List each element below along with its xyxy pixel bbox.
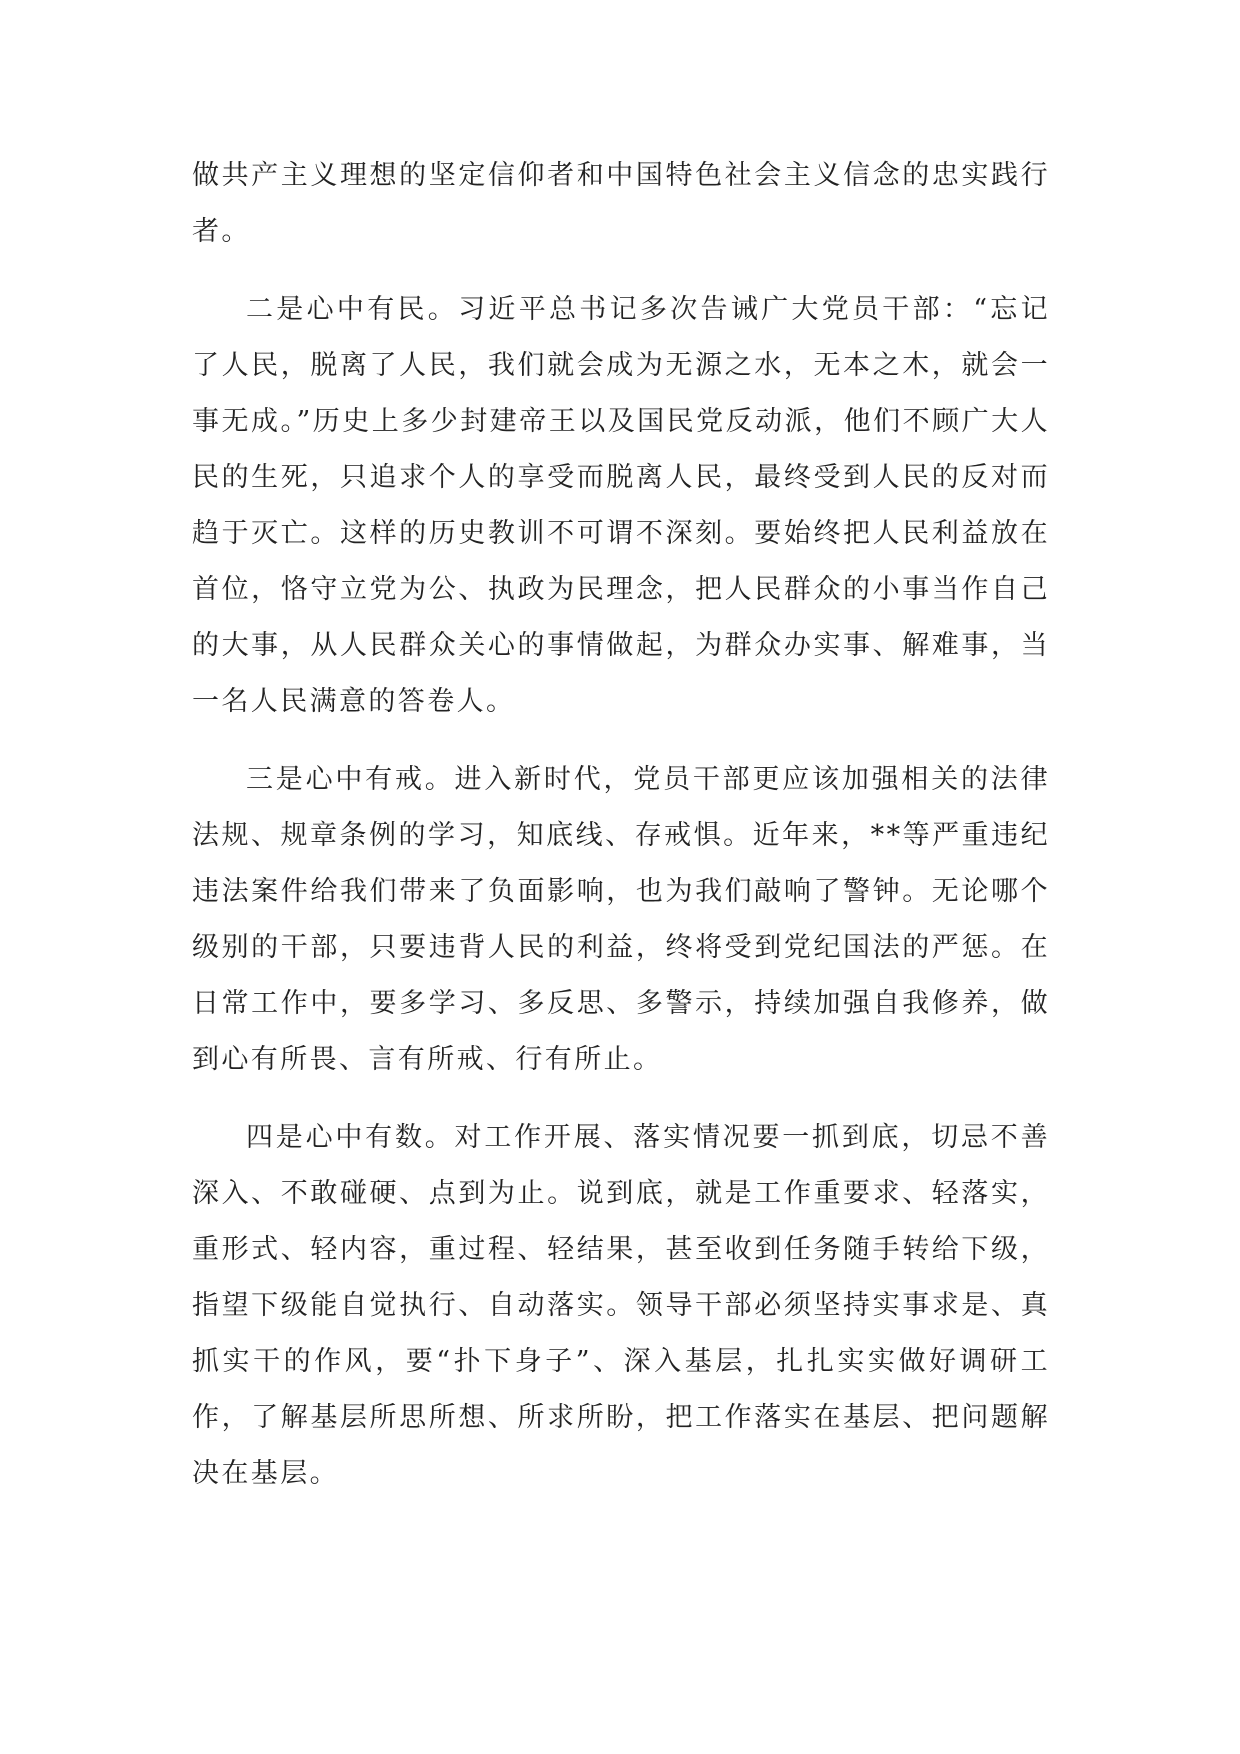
paragraph-heart-has-people: 二是心中有民。习近平总书记多次告诫广大党员干部：“忘记了人民，脱离了人民，我们就会成为无源之水，无本之木，就会一事无成。”历史上多少封建帝王以及国民党反动派，他们不顾广大人民的生死，只追求个人的享受而脱离人民，最终受到人民的反对而趋于灭亡。这样的历史教训不可谓不深刻。要始终把人民利益放在首位，恪守立党为公、执政为民理念，把人民群众的小事当作自己的大事，从人民群众关心的事情做起，为群众办实事、解难事，当一名人民满意的答卷人。 [192, 294, 1050, 717]
document-body [192, 148, 1050, 1502]
paragraph-heart-has-measure: 四是心中有数。对工作开展、落实情况要一抓到底，切忌不善深入、不敢碰硬、点到为止。说到底，就是工作重要求、轻落实，重形式、轻内容，重过程、轻结果，甚至收到任务随手转给下级，指望下级能自觉执行、自动落实。领导干部必须坚持实事求是、真抓实干的作风，要“扑下身子”、深入基层，扎扎实实做好调研工作，了解基层所思所想、所求所盼，把工作落实在基层、把问题解决在基层。 [192, 1122, 1050, 1489]
paragraph-heart-has-discipline: 三是心中有戒。进入新时代，党员干部更应该加强相关的法律法规、规章条例的学习，知底线、存戒惧。近年来，**等严重违纪违法案件给我们带来了负面影响，也为我们敲响了警钟。无论哪个级别的干部，只要违背人民的利益，终将受到党纪国法的严惩。在日常工作中，要多学习、多反思、多警示，持续加强自我修养，做到心有所畏、言有所戒、行有所止。 [192, 764, 1050, 1075]
paragraph-continuation: 做共产主义理想的坚定信仰者和中国特色社会主义信念的忠实践行者。 [192, 160, 1050, 247]
